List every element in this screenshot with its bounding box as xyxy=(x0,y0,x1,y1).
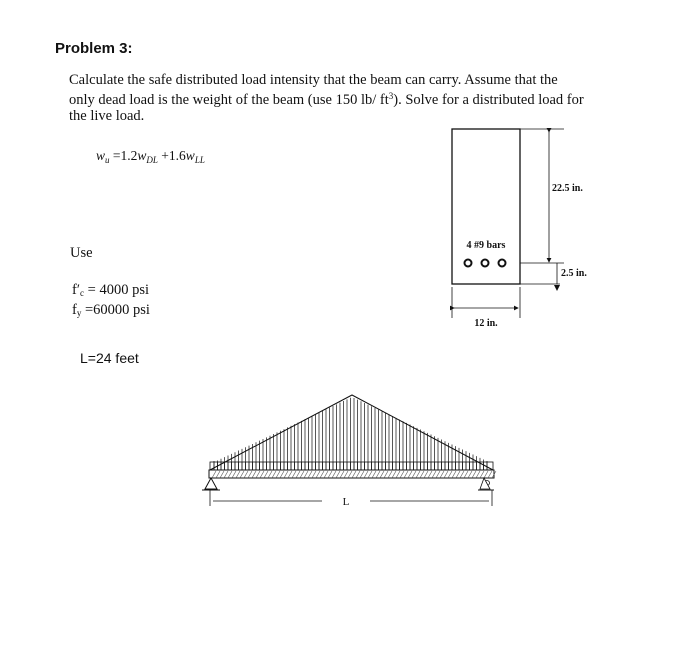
beam-cross-section xyxy=(452,129,587,329)
rebar-3 xyxy=(499,260,506,267)
height-label: 22.5 in. xyxy=(552,183,583,194)
load-combination-formula: $w_u =1.2w_{DL} +1.6w_{LL}$ xyxy=(96,148,205,165)
rebar-1 xyxy=(465,260,472,267)
span-label: L xyxy=(342,496,350,508)
statement-line-1: Calculate the safe distributed load intensity that the beam can carry. Assume that the xyxy=(69,72,558,88)
loaded-beam-diagram xyxy=(202,395,496,508)
rebar-2 xyxy=(482,260,489,267)
left-pin-support xyxy=(205,478,217,489)
load-arrows xyxy=(214,398,487,470)
statement-line-3: the live load. xyxy=(69,108,145,124)
statement-line-2: only dead load is the weight of the beam (use 150 lb/ $ft^3$). Solve for a distributed load for xyxy=(69,91,584,108)
steel-yield-strength: $f_y =60000$ psi xyxy=(72,302,150,318)
beam-length: L=24 feet xyxy=(80,350,139,366)
problem-heading: Problem 3: xyxy=(55,40,133,57)
cover-label: 2.5 in. xyxy=(561,268,587,279)
section-outline xyxy=(452,129,520,284)
bars-label: 4 #9 bars xyxy=(466,240,506,251)
use-label: Use xyxy=(70,245,93,261)
concrete-strength: $f'_c = 4000$ psi xyxy=(72,282,149,298)
width-label: 12 in. xyxy=(474,318,498,329)
